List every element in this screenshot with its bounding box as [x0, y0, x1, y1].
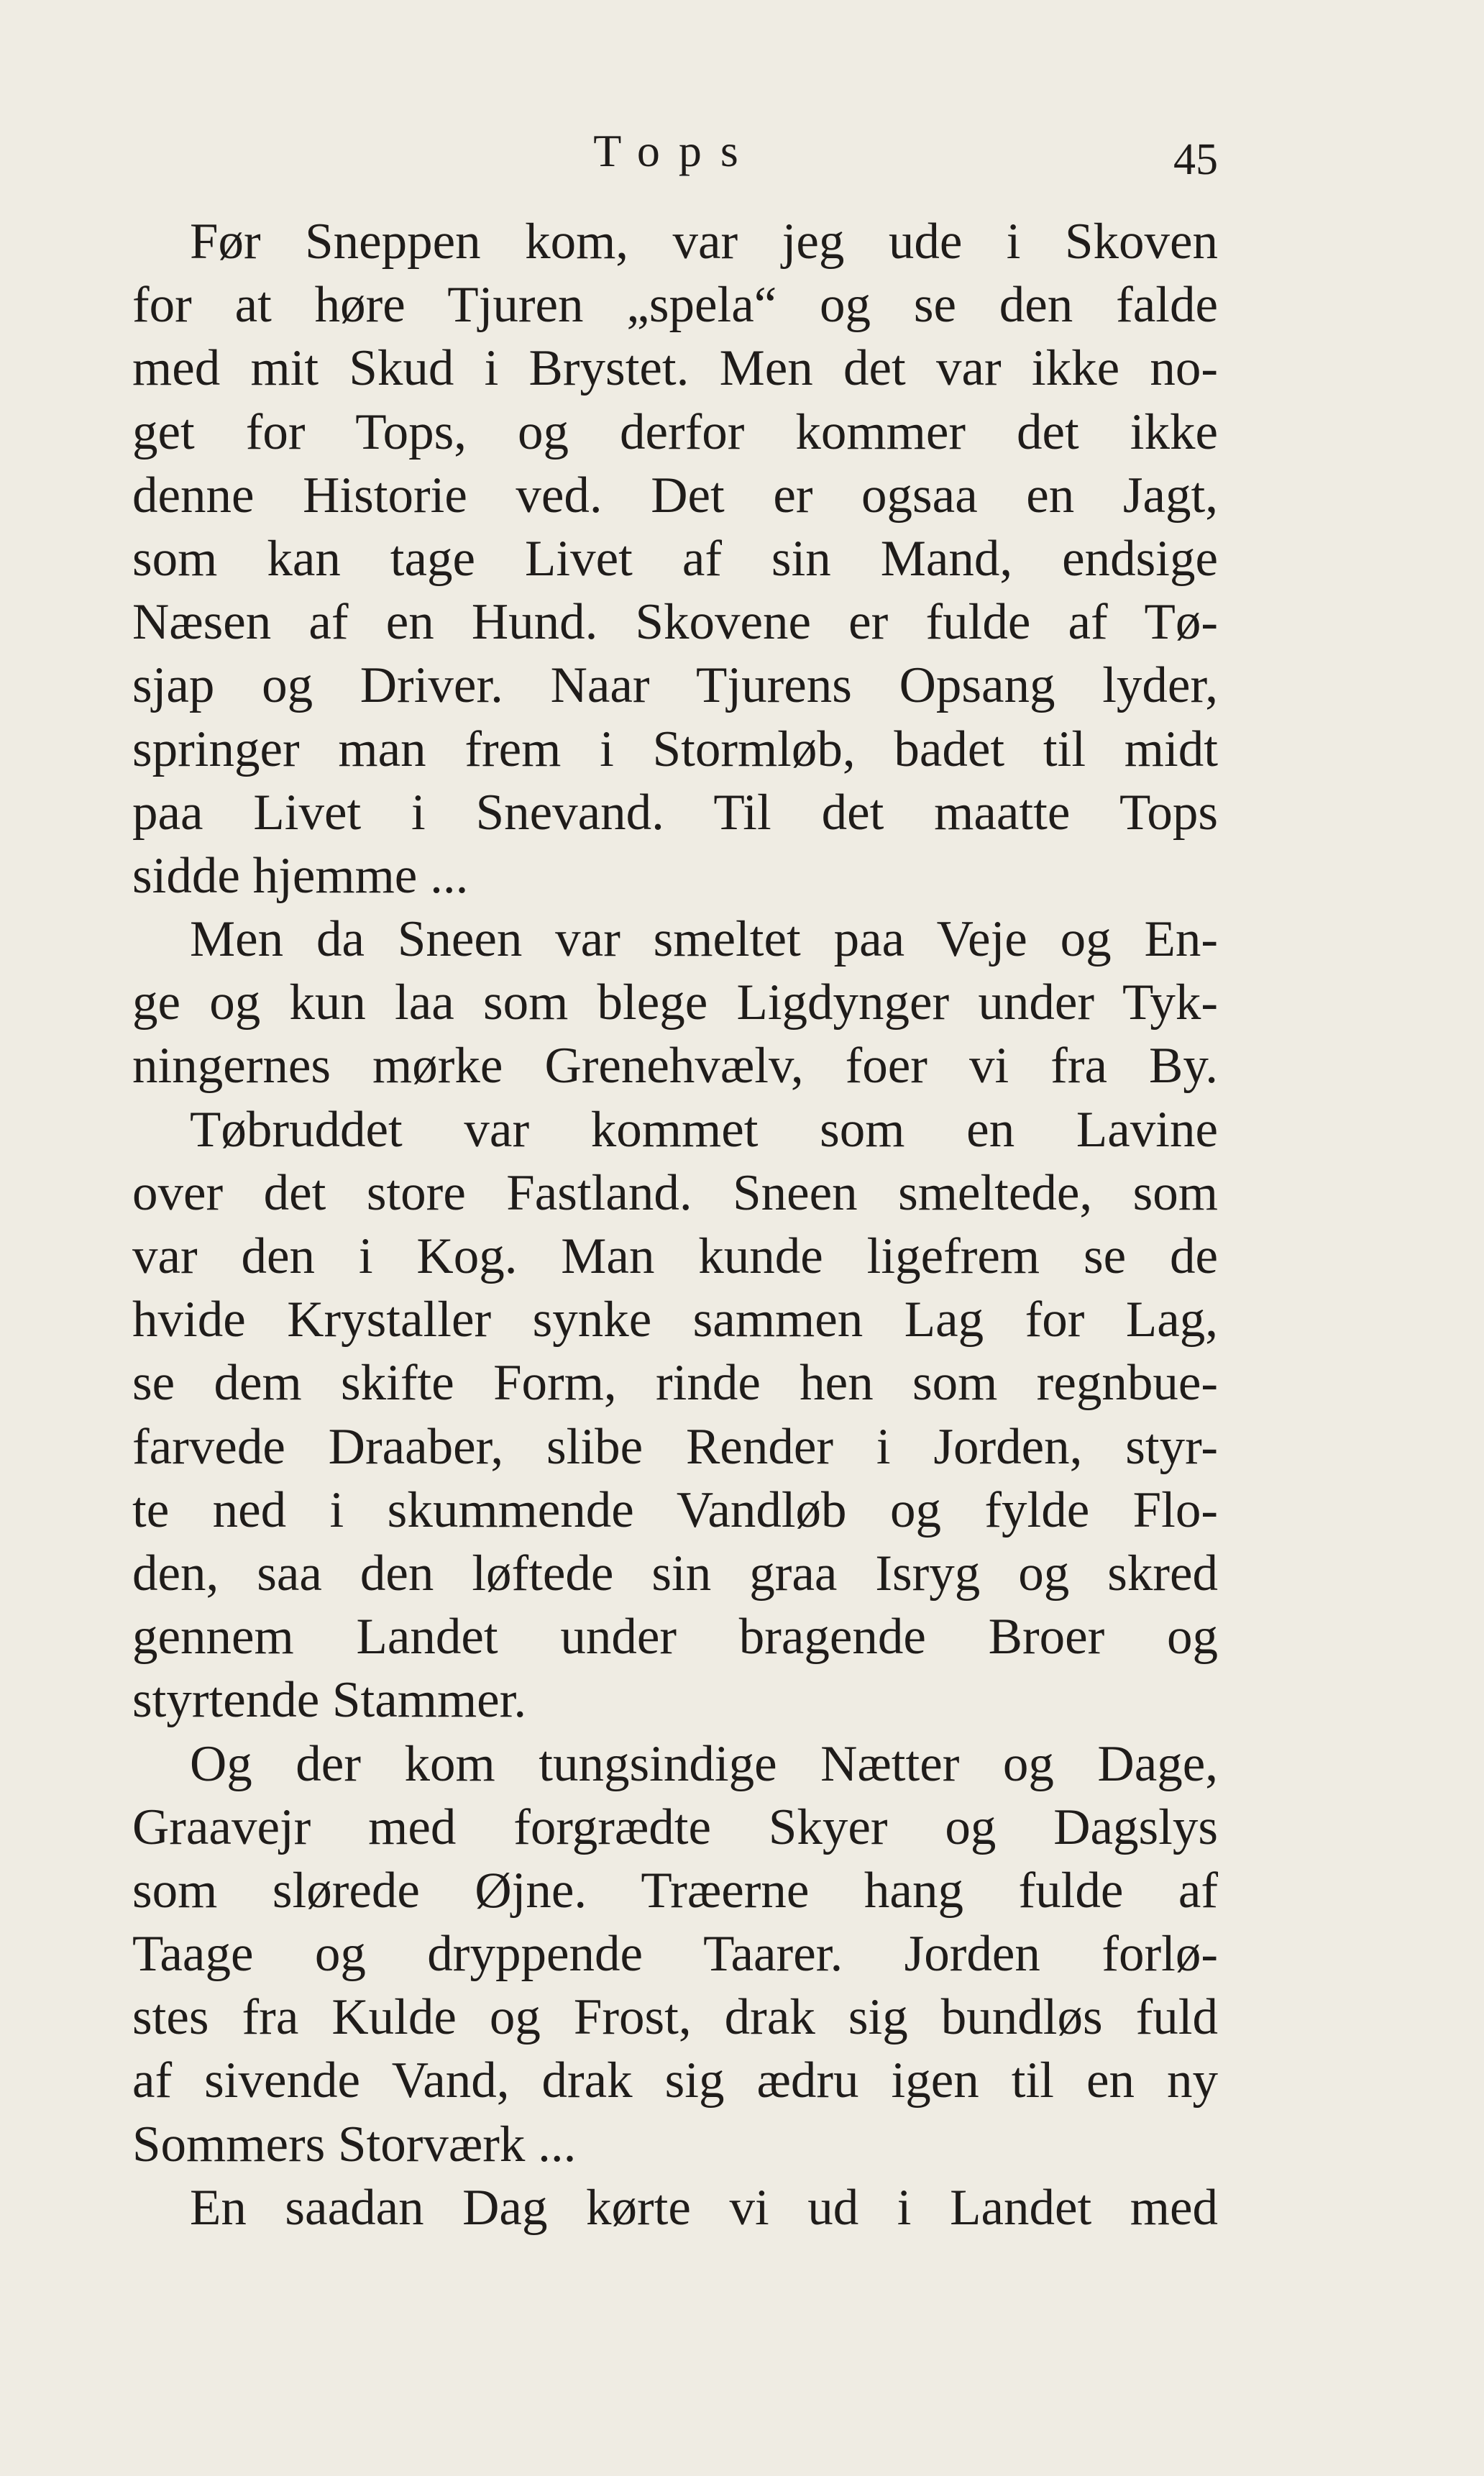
text-line: Men da Sneen var smeltet paa Veje og En- [190, 911, 1218, 968]
text-line: denne Historie ved. Det er ogsaa en Jagt, [132, 467, 1218, 524]
text-line: for at høre Tjuren „spela“ og se den falde [132, 277, 1218, 334]
running-title: Tops [593, 125, 757, 176]
running-head [132, 115, 1218, 187]
text-line: En saadan Dag kørte vi ud i Landet med [190, 2179, 1218, 2236]
text-line: get for Tops, og derfor kommer det ikke [132, 403, 1218, 460]
text-line: Taage og dryppende Taarer. Jorden forlø- [132, 1926, 1218, 1983]
text-line: paa Livet i Snevand. Til det maatte Tops [132, 784, 1218, 841]
text-line: Tøbruddet var kommet som en Lavine [190, 1101, 1218, 1158]
text-line: over det store Fastland. Sneen smeltede, som [132, 1164, 1218, 1221]
text-line: var den i Kog. Man kunde ligefrem se de [132, 1228, 1218, 1284]
text-line: Graavejr med forgrædte Skyer og Dagslys [132, 1799, 1218, 1855]
body-text [132, 210, 1218, 2239]
text-line: af sivende Vand, drak sig ædru igen til en ny [132, 2052, 1218, 2109]
text-line: Sommers Storværk ... [132, 2116, 577, 2173]
text-line: med mit Skud i Brystet. Men det var ikke no- [132, 340, 1218, 397]
text-line: sidde hjemme ... [132, 847, 469, 904]
page-number: 45 [1173, 135, 1218, 184]
text-line: som kan tage Livet af sin Mand, endsige [132, 530, 1218, 587]
text-line: farvede Draaber, slibe Render i Jorden, styr- [132, 1418, 1218, 1475]
text-line: sjap og Driver. Naar Tjurens Opsang lyder, [132, 657, 1218, 714]
text-line: hvide Krystaller synke sammen Lag for Lag, [132, 1292, 1218, 1348]
text-line: te ned i skummende Vandløb og fylde Flo- [132, 1481, 1218, 1538]
text-line: ningernes mørke Grenehvælv, foer vi fra By. [132, 1038, 1218, 1095]
text-line: gennem Landet under bragende Broer og [132, 1609, 1218, 1666]
text-line: stes fra Kulde og Frost, drak sig bundløs fuld [132, 1989, 1218, 2046]
text-line: ge og kun laa som blege Ligdynger under Tyk- [132, 974, 1218, 1031]
text-line: den, saa den løftede sin graa Isryg og skred [132, 1545, 1218, 1602]
text-line: som slørede Øjne. Træerne hang fulde af [132, 1862, 1218, 1919]
text-line: springer man frem i Stormløb, badet til midt [132, 721, 1218, 777]
text-line: Og der kom tungsindige Nætter og Dage, [190, 1735, 1218, 1792]
text-line: styrtende Stammer. [132, 1672, 527, 1729]
text-line: Næsen af en Hund. Skovene er fulde af Tø- [132, 594, 1218, 651]
text-line: Før Sneppen kom, var jeg ude i Skoven [190, 214, 1218, 270]
text-line: se dem skifte Form, rinde hen som regnbue- [132, 1355, 1218, 1412]
